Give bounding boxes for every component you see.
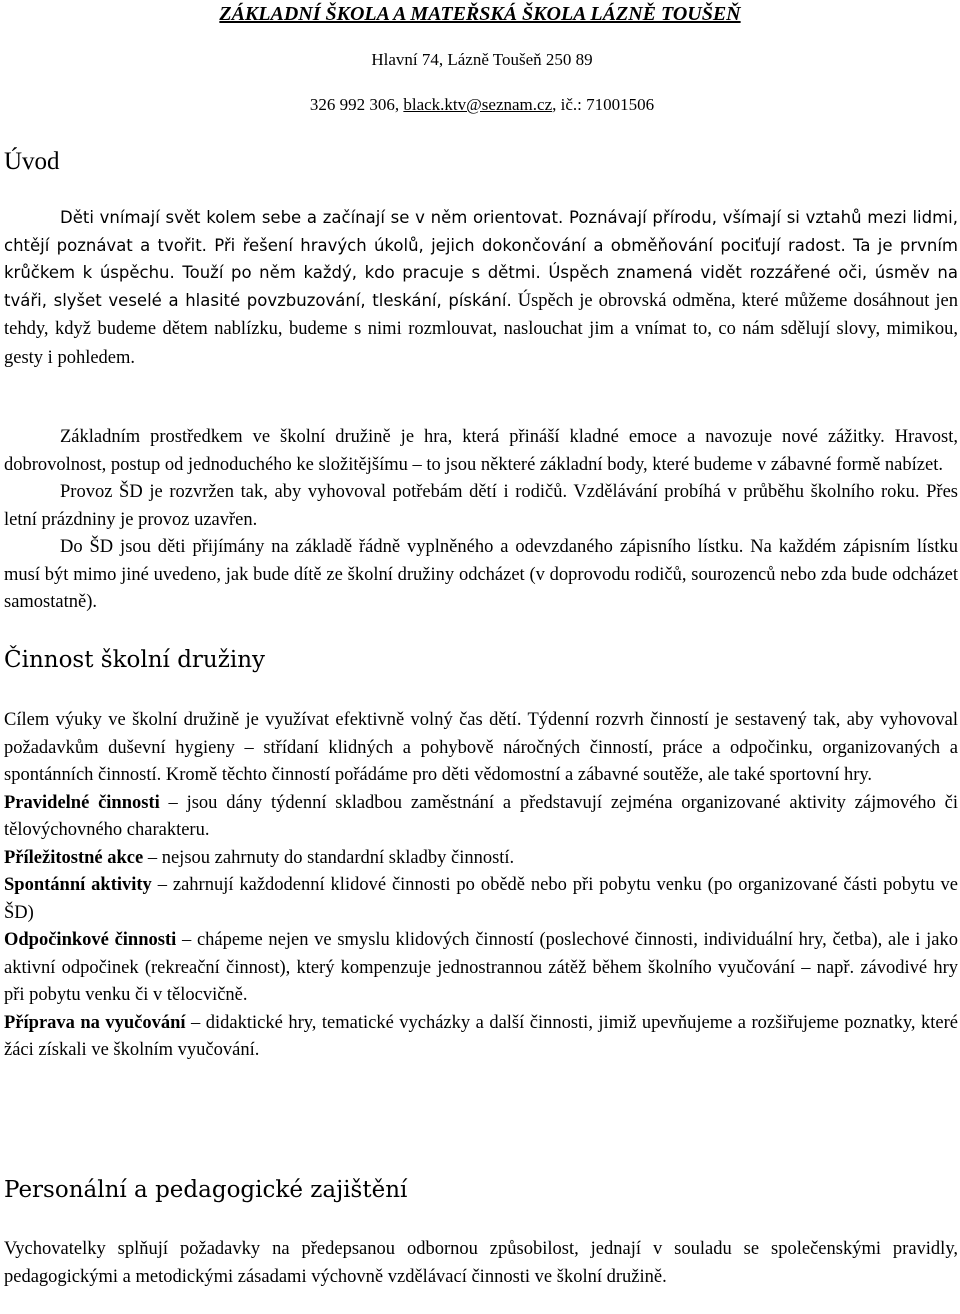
intro-section-continued [4, 424, 958, 617]
activity-item [4, 1010, 958, 1065]
intro-heading: Úvod [4, 148, 60, 175]
staff-section [4, 1236, 958, 1291]
activity-section [4, 707, 958, 1065]
staff-heading: Personální a pedagogické zajištění [4, 1177, 408, 1203]
intro-paragraph-4: Do ŠD jsou děti přijímány na základě řádně vyplněného a odevzdaného zápisního lístku. Na každém zápisním lístku musí být mimo jiné uvedeno, jak bude dítě ze školní družiny odcházet (v doprovodu rodičů, sourozenců nebo zda bude odcházet samostatně). [4, 537, 958, 612]
activity-item-text: – zahrnují každodenní klidové činnosti po obědě nebo při pobytu venku (po organizované části pobytu ve ŠD) [4, 875, 958, 923]
intro-section [4, 204, 958, 372]
activity-item [4, 872, 958, 927]
activity-item-text: – jsou dány týdenní skladbou zaměstnání a představují zejména organizované aktivity zájmového či tělovýchovného charakteru. [4, 792, 958, 840]
activity-item [4, 927, 958, 1010]
company-id: , ič.: 71001506 [552, 95, 655, 114]
activity-paragraph-1: Cílem výuky ve školní družině je využívat efektivně volný čas dětí. Týdenní rozvrh činností je sestavený tak, aby vyhovoval požadavkům duševní hygieny – střídaní klidných a pohybově náročných činností, práce a odpočinku, organizovaných a spontánních činností. Kromě těchto činností pořádáme pro děti vědomostní a zábavné soutěže, ale také sportovní hry. [4, 710, 958, 785]
staff-paragraph-1: Vychovatelky splňují požadavky na předepsanou odbornou způsobilost, jednají v souladu se společenskými pravidly, pedagogickými a metodickými zásadami výchovně vzdělávací činnosti ve školní družině. [4, 1239, 958, 1287]
activity-item [4, 845, 958, 873]
school-address: Hlavní 74, Lázně Toušeň 250 89 [371, 50, 593, 69]
phone-number: 326 992 306, [309, 95, 404, 114]
activity-item-term: Pravidelné činnosti [4, 792, 160, 813]
activity-item-text: – didaktické hry, tematické vycházky a další činnosti, jimiž upevňujeme a rozšiřujeme poznatky, které žáci získali ve školním vyučování. [4, 1012, 958, 1060]
activity-item-term: Příprava na vyučování [4, 1012, 186, 1033]
activity-item-text: – chápeme nejen ve smyslu klidových činností (poslechové činnosti, individuální hry, četba), ale i jako aktivní odpočinek (rekreační činnost), který kompenzuje jednostrannou zátěž během školního vyučování – např. závodivé hry při pobytu venku či v tělocvičně. [4, 930, 958, 1005]
intro-paragraph-2-text: Základním prostředkem ve školní družině je hra, která přináší kladné emoce a navozuje nové zážitky. [60, 427, 885, 447]
activity-item-term: Spontánní aktivity [4, 875, 152, 895]
intro-paragraph-3: Provoz ŠD je rozvržen tak, aby vyhovoval potřebám dětí i rodičů. Vzdělávání probíhá v průběhu školního roku. Přes letní prázdniny je provoz uzavřen. [4, 482, 958, 530]
intro-paragraph-1 [4, 204, 958, 372]
activity-item-term: Příležitostné akce [4, 847, 144, 868]
activity-heading: Činnost školní družiny [4, 647, 266, 673]
intro-paragraph-2 [4, 424, 958, 479]
activity-item-text: – nejsou zahrnuty do standardní skladby činností. [143, 847, 515, 868]
activity-item [4, 790, 958, 845]
activity-item-term: Odpočinkové činnosti [4, 930, 177, 950]
intro-paragraph-2-tail: Hravost, dobrovolnost, postup od jednoduchého ke složitějšímu – to jsou některé základní body, které budeme v zábavné formě nabízet. [4, 427, 958, 475]
school-contacts [0, 93, 960, 117]
email-link[interactable]: black.ktv@seznam.cz [403, 95, 553, 114]
intro-paragraph-1-tail: Úspěch je obrovská odměna, které můžeme dosáhnout jen tehdy, když budeme dětem nablízku, budeme s nimi rozmlouvat, naslouchat jim a vnímat to, co nám sdělují slovy, mimikou, gesty i pohledem. [4, 290, 958, 368]
intro-paragraph-1-text: Děti vnímají svět kolem sebe a začínají se v něm orientovat. Poznávají přírodu, všímají si vztahů mezi lidmi, chtějí poznávat a tvořit. Při řešení hravých úkolů, jejich dokončování a obměňování pociťují radost. Ta je prvním krůčkem k úspěchu. Touží po něm každý, kdo pracuje s dětmi. Úspěch znamená vidět rozzářené oči, úsměv na tváři, slyšet veselé a hlasité povzbuzování, tleskání, pískání. [4, 208, 958, 310]
school-name: ZÁKLADNÍ ŠKOLA A MATEŘSKÁ ŠKOLA LÁZNĚ TOUŠEŇ [219, 3, 741, 25]
